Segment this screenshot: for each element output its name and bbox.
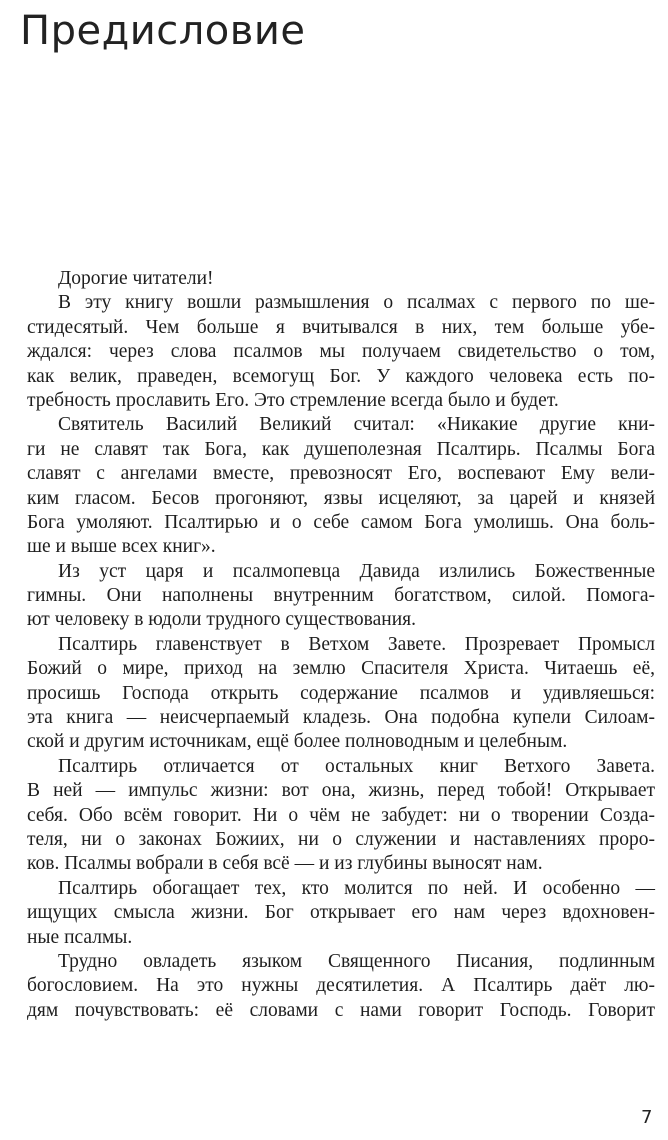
text-line: ги не славят так Бога, как душеполезная Псалтирь. Псалмы Бога xyxy=(27,438,655,460)
text-line: Псалтирь обогащает тех, кто молится по ней. И особенно — xyxy=(58,877,655,899)
text-line: просишь Господа открыть содержание псалмов и удивляешься: xyxy=(27,682,655,704)
text-line: ше и выше всех книг». xyxy=(27,536,216,558)
text-line: В ней — импульс жизни: вот она, жизнь, перед тобой! Открывает xyxy=(27,780,655,802)
text-line: Псалтирь отличается от остальных книг Ветхого Завета. xyxy=(58,755,655,777)
text-line: ждался: через слова псалмов мы получаем свидетельство о том, xyxy=(27,341,655,363)
text-line: богословием. На это нужны десятилетия. А Псалтирь даёт лю- xyxy=(27,975,655,997)
text-line: В эту книгу вошли размышления о псалмах с первого по ше- xyxy=(58,292,655,314)
text-line: как велик, праведен, всемогущ Бог. У каждого человека есть по- xyxy=(27,365,655,387)
body-text xyxy=(27,267,655,1023)
text-line: теля, ни о законах Божиих, ни о служении и наставлениях проро- xyxy=(27,828,655,850)
text-line: Святитель Василий Великий считал: «Никакие другие кни- xyxy=(58,414,655,436)
text-line: требность прославить Его. Это стремление всегда было и будет. xyxy=(27,389,559,411)
page-number: 7 xyxy=(641,1107,653,1128)
text-line: ют человеку в юдоли трудного существования. xyxy=(27,609,416,631)
text-line: ные псалмы. xyxy=(27,926,133,948)
text-line: Божий о мире, приход на землю Спасителя Христа. Читаешь её, xyxy=(27,658,655,680)
text-line: эта книга — неисчерпаемый кладезь. Она подобна купели Силоам- xyxy=(27,707,655,729)
text-line: стидесятый. Чем больше я вчитывался в них, тем больше убе- xyxy=(27,316,655,338)
text-line: Бога умоляют. Псалтирью и о себе самом Бога умолишь. Она боль- xyxy=(27,511,655,533)
text-line: славят с ангелами вместе, превозносят Его, воспевают Ему вели- xyxy=(27,463,655,485)
text-line: себя. Обо всём говорит. Ни о чём не забудет: ни о творении Созда- xyxy=(27,804,655,826)
text-line: ким гласом. Бесов прогоняют, язвы исцеляют, за царей и князей xyxy=(27,487,655,509)
text-line: гимны. Они наполнены внутренним богатством, силой. Помога- xyxy=(27,585,655,607)
chapter-title: Предисловие xyxy=(20,8,306,54)
text-line: Дорогие читатели! xyxy=(58,268,214,289)
text-line: дям почувствовать: её словами с нами говорит Господь. Говорит xyxy=(27,999,655,1021)
text-line: Из уст царя и псалмопевца Давида излились Божественные xyxy=(58,560,655,582)
text-line: ищущих смысла жизни. Бог открывает его нам через вдохновен- xyxy=(27,902,655,924)
text-line: ков. Псалмы вобрали в себя всё — и из глубины выносят нам. xyxy=(27,853,543,875)
text-line: ской и другим источникам, ещё более полноводным и целебным. xyxy=(27,731,568,753)
text-line: Трудно овладеть языком Священного Писания, подлинным xyxy=(58,950,655,972)
text-line: Псалтирь главенствует в Ветхом Завете. Прозревает Промысл xyxy=(58,633,655,655)
